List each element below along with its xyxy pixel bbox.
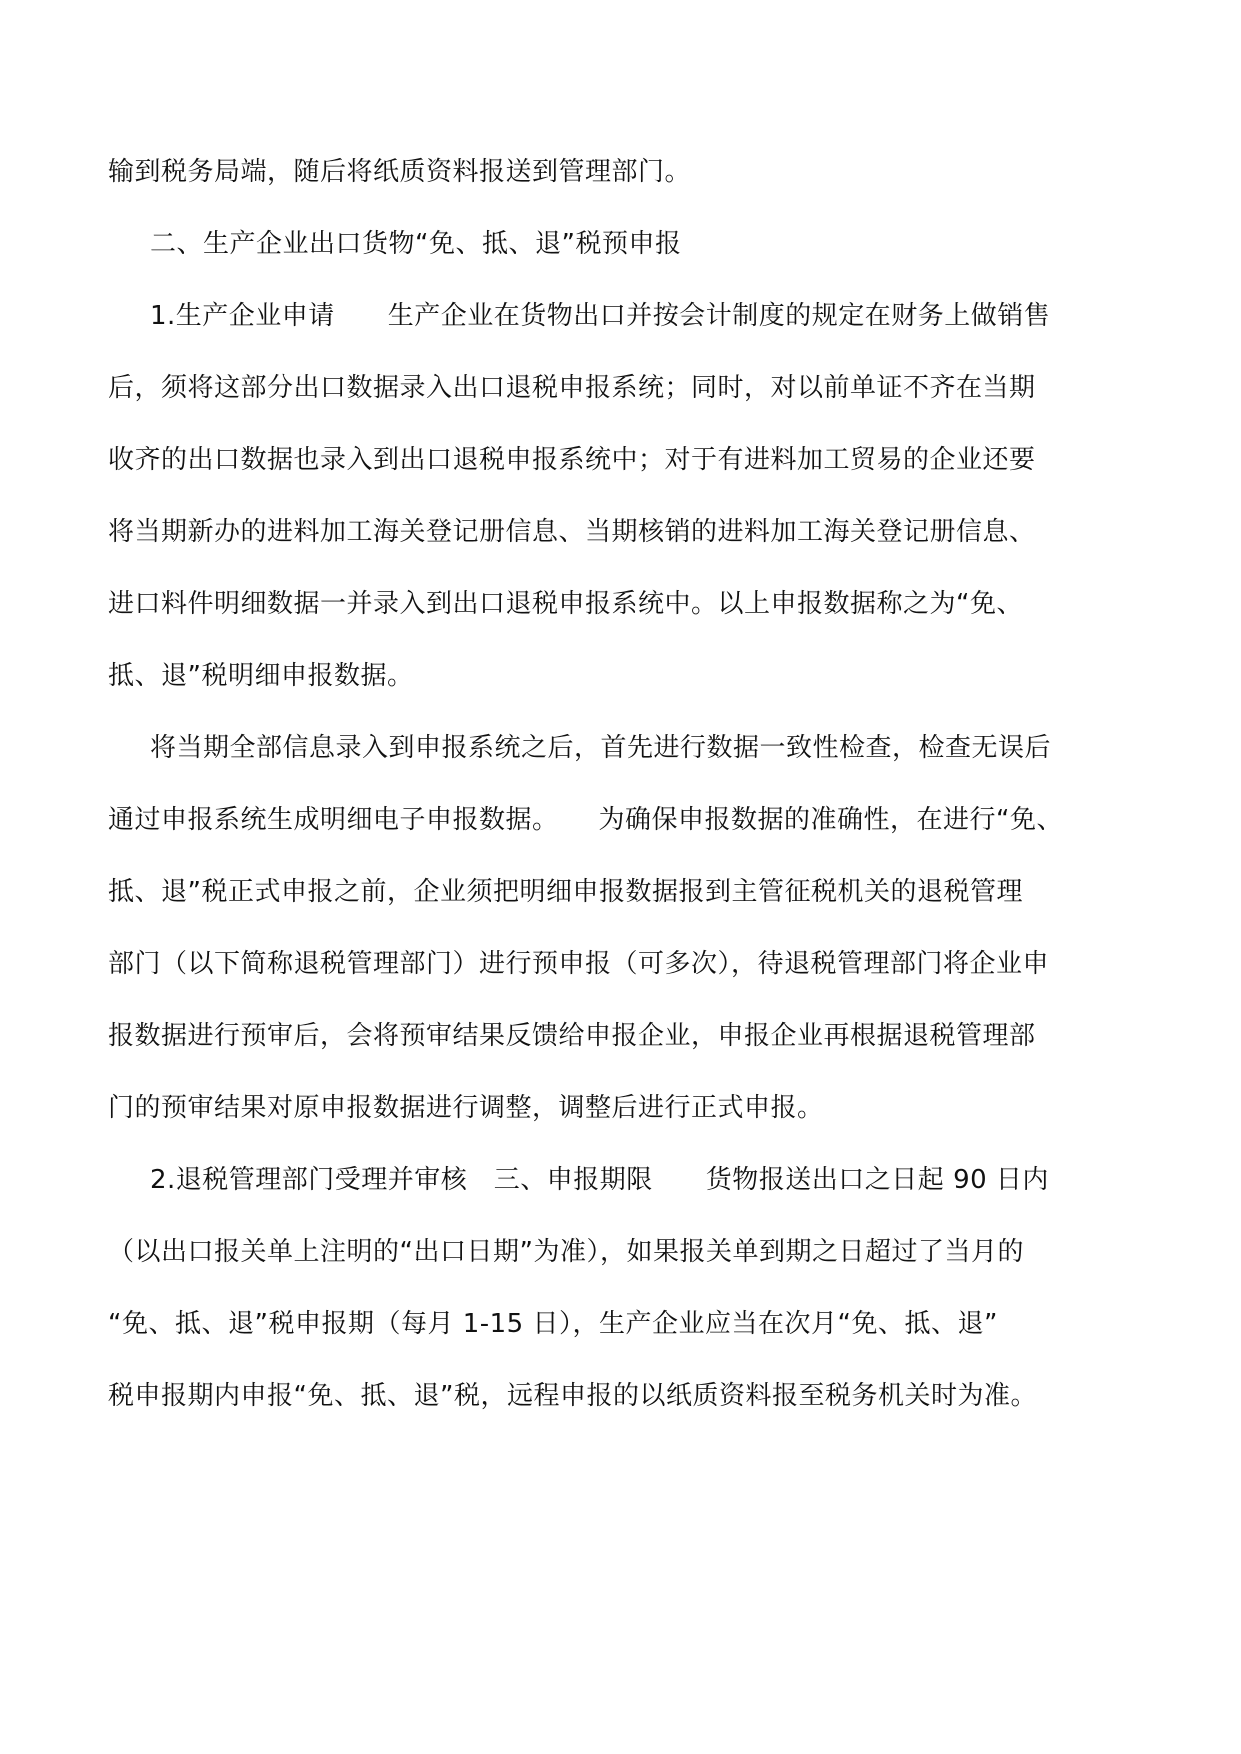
text-line: 将当期新办的进料加工海关登记册信息、当期核销的进料加工海关登记册信息、 bbox=[108, 517, 1036, 547]
text-line: 将当期全部信息录入到申报系统之后，首先进行数据一致性检查，检查无误后 bbox=[150, 733, 1052, 763]
text-line: 输到税务局端，随后将纸质资料报送到管理部门。 bbox=[108, 157, 692, 187]
text-line: “免、抵、退”税申报期（每月 1-15 日），生产企业应当在次月“免、抵、退” bbox=[108, 1309, 998, 1339]
text-line: 报数据进行预审后，会将预审结果反馈给申报企业，申报企业再根据退税管理部 bbox=[108, 1021, 1036, 1051]
text-line: 抵、退”税明细申报数据。 bbox=[108, 661, 414, 691]
text-line: 收齐的出口数据也录入到出口退税申报系统中；对于有进料加工贸易的企业还要 bbox=[108, 445, 1036, 475]
text-line: 1.生产企业申请 生产企业在货物出口并按会计制度的规定在财务上做销售 bbox=[150, 301, 1051, 331]
text-line: 通过申报系统生成明细电子申报数据。 为确保申报数据的准确性，在进行“免、 bbox=[108, 805, 1063, 835]
text-line: 后，须将这部分出口数据录入出口退税申报系统；同时，对以前单证不齐在当期 bbox=[108, 373, 1036, 403]
text-line: 门的预审结果对原申报数据进行调整，调整后进行正式申报。 bbox=[108, 1093, 824, 1123]
text-line: 抵、退”税正式申报之前，企业须把明细申报数据报到主管征税机关的退税管理 bbox=[108, 877, 1023, 907]
text-line: （以出口报关单上注明的“出口日期”为准），如果报关单到期之日超过了当月的 bbox=[108, 1237, 1024, 1267]
text-line: 部门（以下简称退税管理部门）进行预申报（可多次），待退税管理部门将企业申 bbox=[108, 949, 1050, 979]
text-line: 税申报期内申报“免、抵、退”税，远程申报的以纸质资料报至税务机关时为准。 bbox=[108, 1381, 1037, 1411]
text-line: 2.退税管理部门受理并审核 三、申报期限 货物报送出口之日起 90 日内 bbox=[150, 1165, 1049, 1195]
section-heading: 二、生产企业出口货物“免、抵、退”税预申报 bbox=[150, 229, 682, 259]
text-line: 进口料件明细数据一并录入到出口退税申报系统中。以上申报数据称之为“免、 bbox=[108, 589, 1023, 619]
